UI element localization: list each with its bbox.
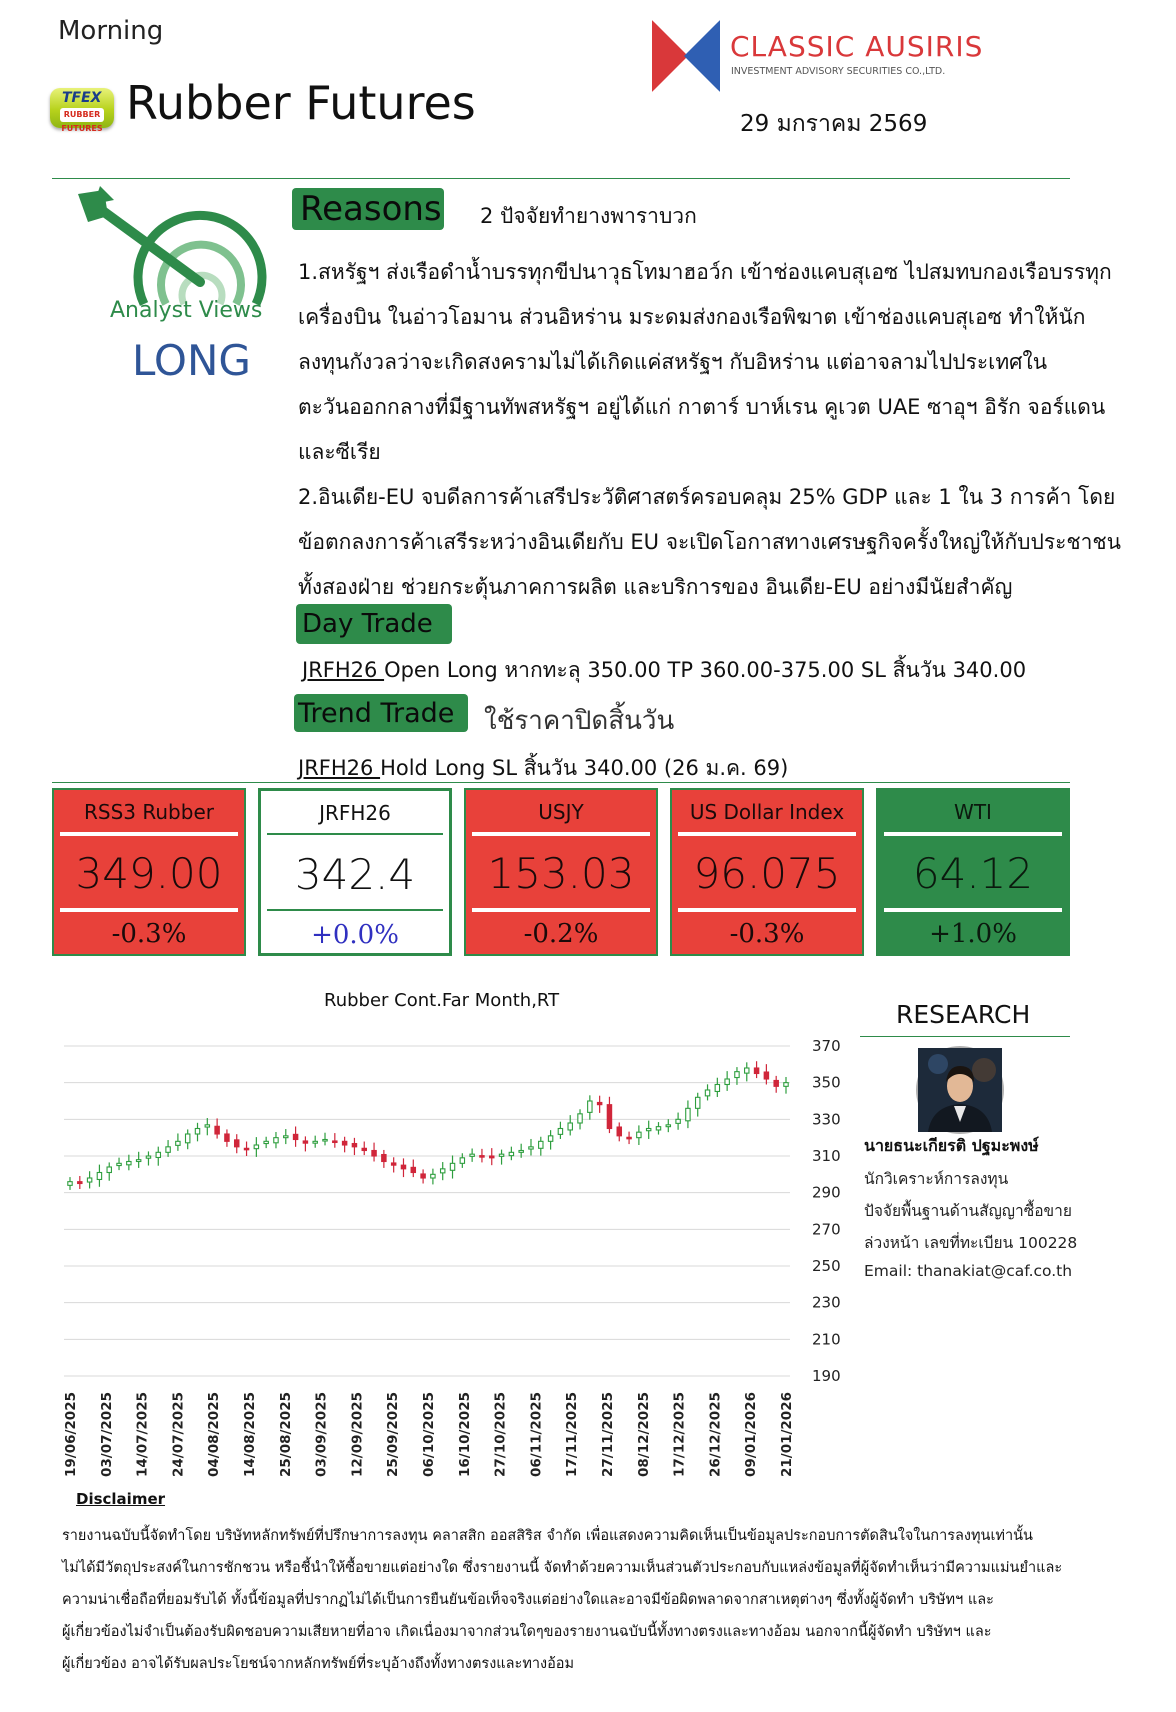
candle-body [646, 1129, 650, 1131]
day-trade-contract: JRFH26 [302, 658, 385, 682]
quote-tile-usjy [464, 788, 658, 956]
reason-line: ทั้งสองฝ่าย ช่วยกระตุ้นภาคการผลิต และบริการของ อินเดีย-EU อย่างมีนัยสำคัญ [298, 575, 1013, 599]
x-tick-label: 19/06/2025 [63, 1392, 79, 1478]
x-tick-label: 21/01/2026 [779, 1392, 795, 1478]
x-tick-label: 17/12/2025 [671, 1392, 688, 1478]
quote-value: 153.03 [487, 849, 635, 898]
trend-trade-subtitle: ใช้ราคาปิดสิ้นวัน [484, 706, 675, 736]
analyst-avatar [916, 1046, 1004, 1134]
candle-body [274, 1138, 278, 1143]
reason-line: เครื่องบิน ในอ่าวโอมาน ส่วนอิหร่าน มระดมส่งกองเรือพิฆาต เข้าช่องแคบสุเอซ ทำให้นัก [298, 305, 1086, 329]
candle-body [588, 1101, 592, 1112]
candle-body [68, 1182, 72, 1186]
x-tick-label: 16/10/2025 [456, 1392, 473, 1478]
candle-body [568, 1123, 572, 1130]
candle-body [441, 1169, 445, 1173]
candle-body [176, 1141, 180, 1145]
disclaimer-line: รายงานฉบับนี้จัดทำโดย บริษัทหลักทรัพย์ที่ปรึกษาการลงทุน คลาสสิก ออสสิริส จำกัด เพื่อแสดงความคิดเห็นเป็นข้อมูลประกอบการตัดสินใจในการลงทุนเท่านั้น [62, 1528, 1033, 1544]
quote-tile-jrfh26 [258, 788, 452, 956]
quote-value: 342.4 [294, 850, 416, 899]
x-tick-label: 03/07/2025 [98, 1392, 115, 1478]
candle-body [470, 1154, 474, 1156]
y-tick-label: 230 [812, 1293, 841, 1312]
candle-body [185, 1134, 189, 1143]
candle-body [264, 1141, 268, 1143]
candle-body [323, 1140, 327, 1142]
candle-body [499, 1154, 503, 1156]
candle-body [136, 1160, 140, 1162]
tfex-logo [50, 88, 114, 133]
x-tick-label: 14/07/2025 [134, 1392, 151, 1478]
candle-body [342, 1141, 346, 1145]
candle-body [303, 1141, 307, 1143]
price-chart [52, 1026, 852, 1476]
x-tick-label: 24/07/2025 [170, 1392, 187, 1478]
candle-body [352, 1144, 356, 1147]
quote-tile-wti [876, 788, 1070, 956]
day-trade-header: Day Trade [296, 604, 452, 644]
candle-body [696, 1097, 700, 1108]
candle-body [166, 1147, 170, 1153]
candle-body [774, 1080, 778, 1086]
reason-line: ลงทุนกังวลว่าจะเกิดสงครามไม่ได้เกิดแค่สหรัฐฯ กับอิหร่าน แต่อาจลามไปประเทศใน [298, 350, 1048, 374]
quote-name: USJY [538, 800, 584, 824]
candle-body [764, 1072, 768, 1079]
y-tick-label: 350 [812, 1073, 841, 1092]
quote-name: JRFH26 [319, 801, 391, 825]
disclaimer-line: ความน่าเชื่อถือที่ยอมรับได้ ทั้งนี้ข้อมูลที่ปรากฏไม่ได้เป็นการยืนยันข้อเท็จจริงแต่อย่างใดและอาจมีข้อผิดพลาดจากสาเหตุต่างๆ ซึ่งทั้งผู้จัดทำ บริษัทฯ และ [62, 1592, 994, 1608]
candle-body [362, 1148, 366, 1150]
candle-body [313, 1141, 317, 1143]
quote-change: -0.3% [729, 919, 805, 949]
company-subtitle: INVESTMENT ADVISORY SECURITIES CO.,LTD. [731, 66, 946, 77]
x-tick-label: 14/08/2025 [242, 1392, 258, 1478]
disclaimer-line: ผู้เกี่ยวข้อง อาจได้รับผลประโยชน์จากหลักทรัพย์ที่ระบุอ้างถึงทั้งทางตรงและทางอ้อม [62, 1656, 575, 1672]
y-tick-label: 370 [812, 1037, 841, 1055]
analyst-title: นักวิเคราะห์การลงทุน [864, 1170, 1009, 1188]
reason-line: 2.อินเดีย-EU จบดีลการค้าเสรีประวัติศาสตร์ครอบคลุม 25% GDP และ 1 ใน 3 การค้า โดย [298, 485, 1116, 509]
candle-body [156, 1152, 160, 1157]
candle-body [509, 1152, 513, 1155]
candle-body [627, 1137, 631, 1139]
x-tick-label: 27/11/2025 [600, 1392, 616, 1478]
candle-body [715, 1085, 719, 1092]
candle-body [597, 1102, 601, 1104]
quote-name: US Dollar Index [689, 800, 845, 824]
candle-body [460, 1158, 464, 1164]
quote-tile-dollar-index [670, 788, 864, 956]
candle-body [293, 1134, 297, 1139]
tfex-logo-subtext: RUBBER FUTURES [61, 110, 103, 133]
candle-body [254, 1145, 258, 1149]
report-session-label: Morning [58, 16, 164, 46]
candle-body [127, 1162, 131, 1165]
candle-body [666, 1125, 670, 1127]
x-tick-label: 09/01/2026 [743, 1392, 760, 1478]
candle-body [558, 1129, 562, 1135]
divider [860, 1036, 1070, 1037]
candle-body [686, 1108, 690, 1120]
analyst-license-line2: ล่วงหน้า เลขที่ทะเบียน 100228 [864, 1234, 1078, 1252]
quote-value: 64.12 [912, 849, 1034, 898]
reason-line: ข้อตกลงการค้าเสรีระหว่างอินเดียกับ EU จะเปิดโอกาสทางเศรษฐกิจครั้งใหญ่ให้กับประชาชน [298, 530, 1122, 554]
x-tick-label: 08/12/2025 [635, 1392, 652, 1478]
candle-body [490, 1156, 494, 1158]
candle-body [617, 1127, 621, 1136]
candle-body [225, 1134, 229, 1141]
disclaimer-title: Disclaimer [76, 1490, 166, 1508]
company-name: CLASSIC AUSIRIS [730, 30, 984, 63]
trend-trade-contract: JRFH26 [298, 756, 381, 780]
trend-trade-header: Trend Trade [294, 694, 468, 732]
candle-body [284, 1136, 288, 1138]
candle-body [205, 1125, 209, 1127]
y-tick-label: 250 [812, 1257, 841, 1275]
candle-body [548, 1136, 552, 1142]
candle-body [578, 1114, 582, 1123]
candle-body [372, 1151, 376, 1157]
candle-body [450, 1163, 454, 1170]
disclaimer-line: ไม่ได้มีวัตถุประสงค์ในการชักชวน หรือชี้นำให้ซื้อขายแต่อย่างใด ซึ่งรายงานนี้ จัดทำด้วยความเห็นส่วนตัวประกอบกับแหล่งข้อมูลที่ผู้จัดทำเห็นว่ามีความแม่นยำและ [62, 1560, 1063, 1576]
analyst-view-value: LONG [132, 336, 251, 385]
quote-change: +0.0% [311, 920, 399, 950]
x-tick-label: 17/11/2025 [564, 1392, 581, 1478]
day-trade-text: Open Long หากทะลุ 350.00 TP 360.00-375.00 SL สิ้นวัน 340.00 [384, 658, 1027, 682]
trend-trade-recommendation [298, 752, 788, 785]
candle-body [401, 1165, 405, 1169]
quote-change: -0.2% [523, 919, 599, 949]
quote-name: WTI [954, 800, 992, 824]
candle-body [421, 1174, 425, 1178]
candle-body [745, 1068, 749, 1073]
x-tick-label: 12/09/2025 [349, 1392, 366, 1478]
candle-body [78, 1182, 82, 1184]
candle-body [333, 1141, 337, 1143]
candle-body [107, 1167, 111, 1173]
y-tick-label: 330 [812, 1110, 841, 1129]
candle-body [480, 1156, 484, 1158]
analyst-name: นายธนะเกียรติ ปฐมะพงษ์ [864, 1136, 1039, 1155]
divider [52, 782, 1070, 783]
candle-body [382, 1155, 386, 1162]
candle-body [215, 1126, 219, 1134]
x-tick-label: 25/08/2025 [277, 1392, 294, 1478]
x-tick-label: 04/08/2025 [206, 1392, 223, 1478]
quote-change: +1.0% [929, 919, 1017, 949]
candle-body [431, 1174, 435, 1178]
x-tick-label: 06/11/2025 [528, 1392, 545, 1478]
candle-body [529, 1147, 533, 1149]
chart-title: Rubber Cont.Far Month,RT [324, 990, 560, 1011]
candle-body [97, 1173, 101, 1180]
candle-body [539, 1141, 543, 1148]
reason-line: ตะวันออกกลางที่มีฐานทัพสหรัฐฯ อยู่ได้แก่ กาตาร์ บาห์เรน คูเวต UAE ซาอุฯ อิรัก จอร์แดน [298, 395, 1106, 419]
quote-name: RSS3 Rubber [84, 800, 214, 824]
candle-body [117, 1163, 121, 1165]
x-tick-label: 06/10/2025 [421, 1392, 437, 1478]
candle-body [87, 1178, 91, 1182]
x-tick-label: 03/09/2025 [313, 1392, 330, 1478]
reasons-header: Reasons [292, 188, 444, 230]
candle-body [195, 1129, 199, 1135]
divider [52, 178, 1070, 179]
y-tick-label: 190 [812, 1367, 841, 1385]
analyst-views-label: Analyst Views [110, 298, 263, 323]
page-title: Rubber Futures [126, 76, 476, 130]
candle-body [411, 1167, 415, 1172]
x-tick-label: 27/10/2025 [492, 1392, 509, 1478]
y-tick-label: 290 [812, 1183, 841, 1202]
candle-body [637, 1132, 641, 1138]
reason-line: 1.สหรัฐฯ ส่งเรือดำน้ำบรรทุกขีปนาวุธโทมาฮอว์ก เข้าช่องแคบสุเอซ ไปสมทบกองเรือบรรทุก [298, 260, 1112, 284]
quote-change: -0.3% [111, 919, 187, 949]
research-heading: RESEARCH [896, 1000, 1031, 1029]
day-trade-recommendation [302, 654, 1026, 687]
quote-value: 349.00 [75, 849, 223, 898]
candle-body [519, 1151, 523, 1153]
candle-body [656, 1127, 660, 1130]
y-tick-label: 310 [812, 1147, 841, 1165]
tfex-logo-text: TFEX [62, 90, 102, 106]
candle-body [725, 1079, 729, 1085]
quote-value: 96.075 [693, 849, 841, 898]
quote-tile-rss3 [52, 788, 246, 956]
candle-body [784, 1083, 788, 1087]
report-date: 29 มกราคม 2569 [740, 111, 928, 137]
company-logo-icon [652, 20, 720, 92]
x-tick-label: 26/12/2025 [707, 1392, 724, 1478]
candle-body [146, 1156, 150, 1158]
x-tick-label: 25/09/2025 [385, 1392, 402, 1478]
candle-body [391, 1163, 395, 1165]
reasons-subtitle: 2 ปัจจัยทำยางพาราบวก [480, 204, 697, 228]
analyst-license-line1: ปัจจัยพื้นฐานด้านสัญญาซื้อขาย [864, 1202, 1072, 1220]
disclaimer-line: ผู้เกี่ยวข้องไม่จำเป็นต้องรับผิดชอบความเสียหายที่อาจ เกิดเนื่องมาจากส่วนใดๆของรายงานฉบับนี้ทั้งทางตรงและทางอ้อม นอกจากนี้ผู้จัดทำ บริษัทฯ และ [62, 1624, 992, 1640]
candle-body [235, 1140, 239, 1147]
reason-line: และซีเรีย [298, 440, 381, 464]
candle-body [735, 1072, 739, 1078]
y-tick-label: 270 [812, 1220, 841, 1239]
candle-body [705, 1090, 709, 1096]
analyst-email: Email: thanakiat@caf.co.th [864, 1262, 1073, 1280]
trend-trade-text: Hold Long SL สิ้นวัน 340.00 (26 ม.ค. 69) [380, 756, 789, 780]
candle-body [244, 1148, 248, 1150]
y-tick-label: 210 [812, 1330, 841, 1349]
candle-body [754, 1068, 758, 1074]
candle-body [676, 1119, 680, 1123]
candle-body [607, 1105, 611, 1129]
